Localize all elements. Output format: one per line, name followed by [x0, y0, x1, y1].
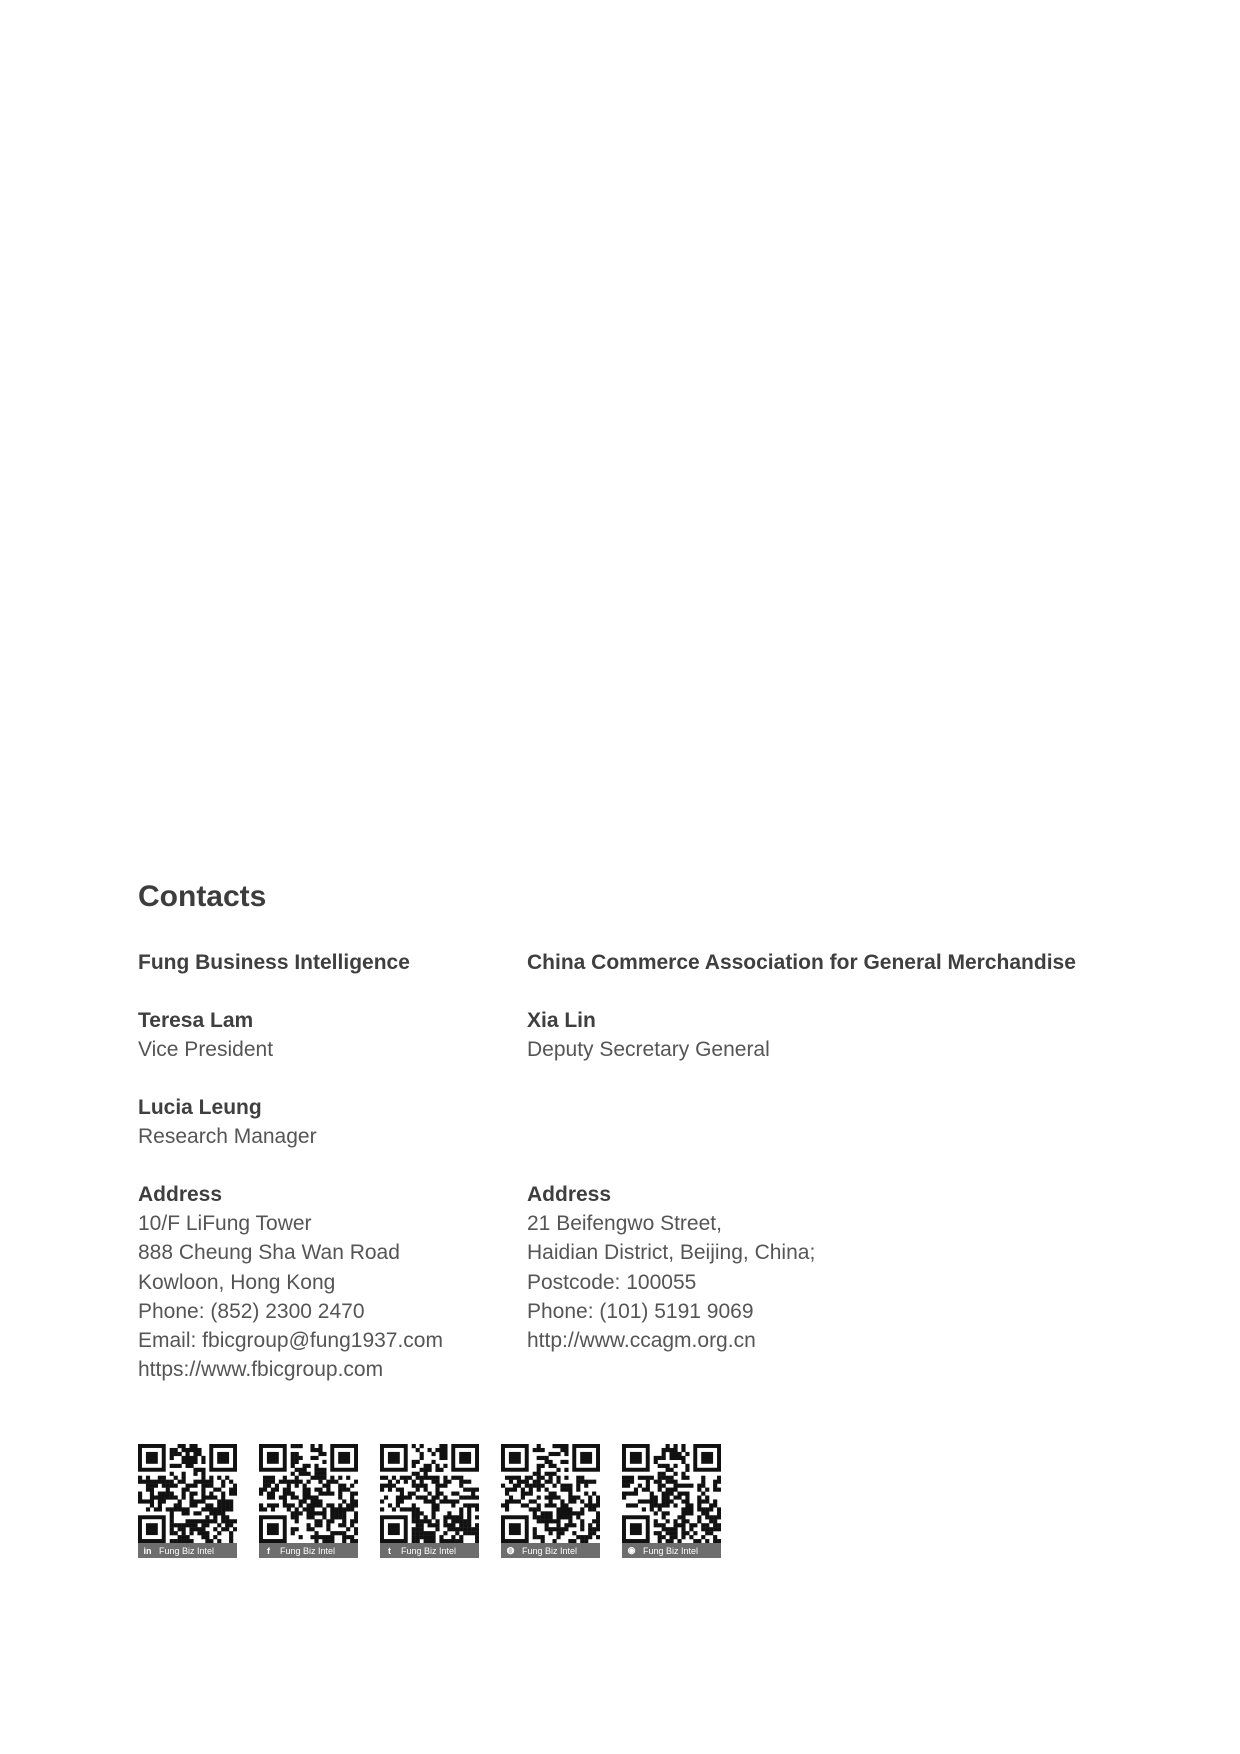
- address-line: 21 Beifengwo Street,: [527, 1212, 722, 1235]
- qr-code-image: [501, 1444, 600, 1543]
- qr-label: [259, 1543, 358, 1558]
- contacts-heading: Contacts: [138, 880, 267, 913]
- qr-code-image: [259, 1444, 358, 1543]
- qr-code-facebook[interactable]: [259, 1444, 358, 1558]
- address-heading: Address: [138, 1183, 223, 1206]
- ccagm-org-name: China Commerce Association for General Merchandise: [527, 951, 1076, 974]
- phone-line: Phone: (101) 5191 9069: [527, 1299, 754, 1323]
- qr-label: [501, 1543, 600, 1558]
- website-link[interactable]: https://www.fbicgroup.com: [138, 1358, 384, 1382]
- qr-code-row: [138, 1444, 721, 1558]
- qr-label: [138, 1543, 237, 1558]
- qr-label-text: Fung Biz Intel: [159, 1545, 215, 1556]
- qr-code-image: [380, 1444, 479, 1543]
- linkedin-icon: in: [143, 1545, 152, 1556]
- address-line: Postcode: 100055: [527, 1270, 697, 1294]
- globe-icon: ◍: [506, 1545, 515, 1555]
- qr-code-wechat[interactable]: [622, 1444, 721, 1558]
- ccagm-contact-column: [527, 948, 1087, 1355]
- website-link[interactable]: http://www.ccagm.org.cn: [527, 1329, 756, 1353]
- contact-person: [527, 1006, 1087, 1093]
- person-name: Xia Lin: [527, 1009, 596, 1032]
- fbic-org-name: Fung Business Intelligence: [138, 951, 410, 974]
- address-line: 888 Cheung Sha Wan Road: [138, 1241, 400, 1265]
- email-link[interactable]: Email: fbicgroup@fung1937.com: [138, 1329, 443, 1353]
- person-name: Teresa Lam: [138, 1009, 254, 1032]
- person-name: Lucia Leung: [138, 1096, 262, 1119]
- qr-code-linkedin[interactable]: [138, 1444, 237, 1558]
- person-title: Deputy Secretary General: [527, 1038, 770, 1061]
- address-line: 10/F LiFung Tower: [138, 1212, 312, 1235]
- qr-label-text: Fung Biz Intel: [643, 1545, 699, 1556]
- wechat-icon: ◉: [627, 1545, 636, 1555]
- twitter-icon: t: [388, 1545, 391, 1556]
- facebook-icon: f: [267, 1545, 270, 1556]
- person-title: Vice President: [138, 1038, 274, 1061]
- qr-code-website[interactable]: [501, 1444, 600, 1558]
- qr-label: [622, 1543, 721, 1558]
- qr-code-image: [622, 1444, 721, 1543]
- qr-label-text: Fung Biz Intel: [522, 1545, 578, 1556]
- qr-code-twitter[interactable]: [380, 1444, 479, 1558]
- phone-line: Phone: (852) 2300 2470: [138, 1299, 365, 1323]
- qr-label-text: Fung Biz Intel: [280, 1545, 336, 1556]
- address-line: Kowloon, Hong Kong: [138, 1270, 336, 1294]
- qr-label: [380, 1543, 479, 1558]
- person-title: Research Manager: [138, 1125, 317, 1148]
- address-heading: Address: [527, 1183, 612, 1206]
- qr-label-text: Fung Biz Intel: [401, 1545, 457, 1556]
- address-line: Haidian District, Beijing, China;: [527, 1241, 816, 1265]
- qr-code-image: [138, 1444, 237, 1543]
